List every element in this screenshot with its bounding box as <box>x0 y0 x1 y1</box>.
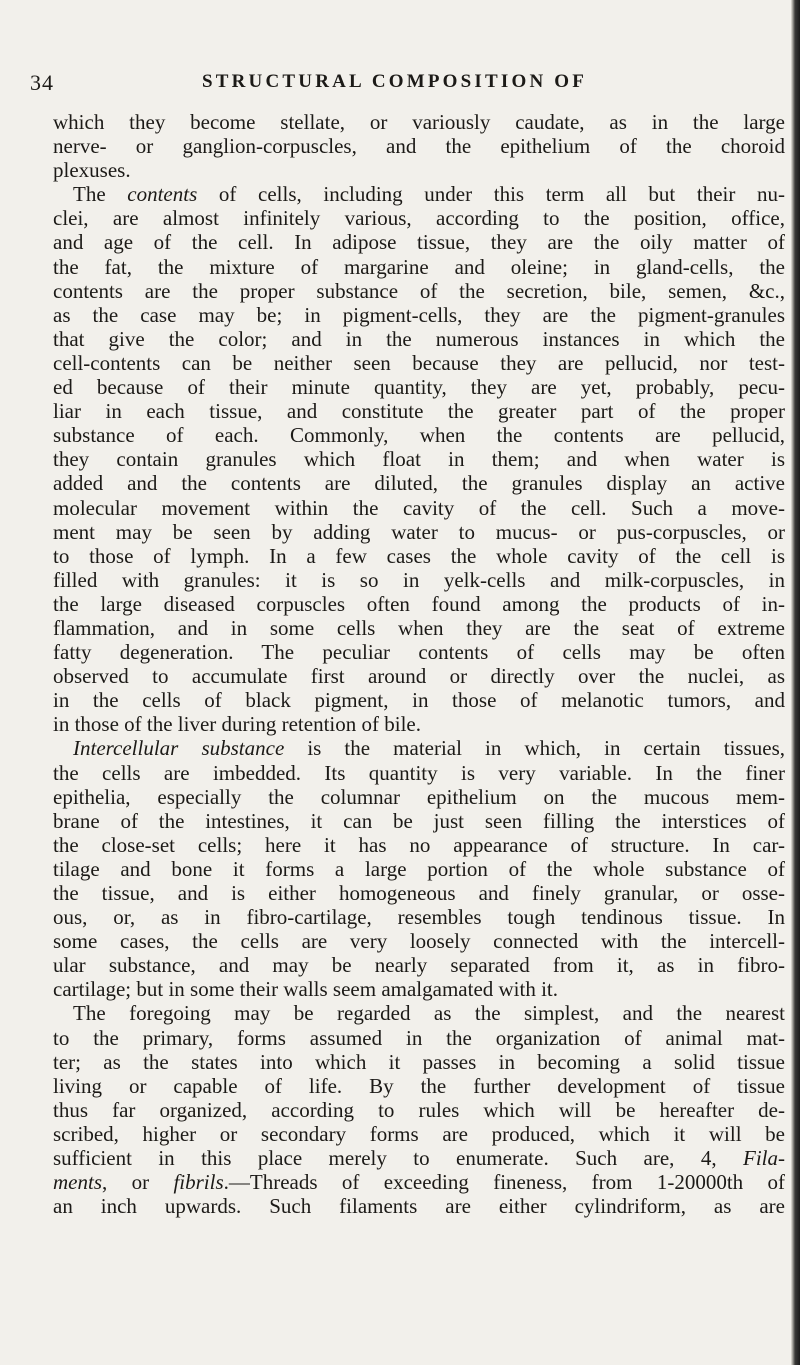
text-segment: .—Threads of exceeding fineness, from 1-20000th of <box>223 1170 786 1195</box>
text-line <box>53 303 785 327</box>
text-line <box>53 230 785 254</box>
text-segment: epithelia, especially the columnar epithelium on the mucous mem- <box>53 784 785 809</box>
text-line <box>53 905 785 929</box>
text-segment: the close-set cells; here it has no appearance of structure. In car- <box>53 832 785 857</box>
text-line <box>53 1050 785 1074</box>
text-line <box>53 423 785 447</box>
text-segment: scribed, higher or secondary forms are produced, which it will be <box>53 1121 785 1146</box>
text-segment: clei, are almost infinitely various, according to the position, office, <box>53 206 785 231</box>
text-segment: liar in each tissue, and constitute the greater part of the proper <box>53 399 785 424</box>
text-line <box>53 375 785 399</box>
text-line <box>53 1122 785 1146</box>
text-segment: they contain granules which float in them; and when water is <box>53 447 785 472</box>
text-line <box>53 1146 785 1170</box>
text-line <box>53 110 785 134</box>
text-line <box>53 688 785 712</box>
italic-term: contents <box>127 182 198 207</box>
body-text <box>53 110 785 1218</box>
text-segment: to those of lymph. In a few cases the whole cavity of the cell is <box>53 543 785 568</box>
text-segment: thus far organized, according to rules which will be hereafter de- <box>53 1097 785 1122</box>
text-segment: ous, or, as in fibro-cartilage, resembles tough tendinous tissue. In <box>53 905 785 930</box>
text-line <box>53 471 785 495</box>
text-segment: as the case may be; in pigment-cells, they are the pigment-granules <box>53 302 785 327</box>
text-segment: living or capable of life. By the further development of tissue <box>53 1073 785 1098</box>
text-line <box>53 447 785 471</box>
text-line <box>53 953 785 977</box>
running-head <box>30 70 760 100</box>
text-segment: ment may be seen by adding water to mucus- or pus-corpuscles, or <box>53 519 785 544</box>
text-line <box>53 977 785 1001</box>
text-segment: the large diseased corpuscles often found among the products of in- <box>53 591 785 616</box>
text-line <box>53 496 785 520</box>
text-segment: which they become stellate, or variously caudate, as in the large <box>53 110 785 134</box>
text-segment: an inch upwards. Such filaments are either cylindriform, as are <box>53 1194 785 1219</box>
text-segment: the cells are imbedded. Its quantity is very variable. In the finer <box>53 760 785 785</box>
text-line <box>53 809 785 833</box>
text-segment: in those of the liver during retention of bile. <box>53 712 421 737</box>
text-segment: cell-contents can be neither seen because they are pellucid, nor test- <box>53 350 785 375</box>
text-segment: the fat, the mixture of margarine and oleine; in gland-cells, the <box>53 254 785 279</box>
text-segment: sufficient in this place merely to enumerate. Such are, 4, <box>53 1146 743 1171</box>
text-segment: that give the color; and in the numerous instances in which the <box>53 326 785 351</box>
italic-term: fibrils <box>173 1170 224 1195</box>
text-segment: and age of the cell. In adipose tissue, they are the oily matter of <box>53 230 785 255</box>
text-segment: , or <box>102 1170 174 1195</box>
text-segment: fatty degeneration. The peculiar contents of cells may be often <box>53 640 785 665</box>
text-line <box>53 712 785 736</box>
text-segment: of cells, including under this term all but their nu- <box>197 182 785 207</box>
text-line <box>53 158 785 182</box>
text-line <box>53 544 785 568</box>
text-segment: the tissue, and is either homogeneous and finely granular, or osse- <box>53 881 785 905</box>
text-segment: brane of the intestines, it can be just seen filling the interstices of <box>53 808 785 833</box>
text-line <box>53 351 785 375</box>
text-line <box>53 833 785 857</box>
text-line <box>53 568 785 592</box>
text-segment: contents are the proper substance of the secretion, bile, semen, &c., <box>53 278 785 303</box>
text-line <box>53 134 785 158</box>
page-number: 34 <box>30 70 54 95</box>
text-segment: added and the contents are diluted, the granules display an active <box>53 471 785 496</box>
text-segment: is the material in which, in certain tissues, <box>284 736 785 761</box>
text-line <box>53 640 785 664</box>
text-segment: observed to accumulate first around or directly over the nuclei, as <box>53 664 785 689</box>
text-line <box>53 1194 785 1218</box>
text-segment: cartilage; but in some their walls seem amalgamated with it. <box>53 977 559 1002</box>
text-line <box>53 736 785 760</box>
text-line <box>53 520 785 544</box>
text-segment: molecular movement within the cavity of the cell. Such a move- <box>53 495 785 520</box>
text-line <box>53 255 785 279</box>
italic-term: Intercellular substance <box>73 736 285 761</box>
text-segment: plexuses. <box>53 158 131 183</box>
text-line <box>53 399 785 423</box>
text-line <box>53 327 785 351</box>
text-segment: The <box>73 182 128 207</box>
text-segment: ed because of their minute quantity, they are yet, probably, pecu- <box>53 375 785 400</box>
page-edge-shadow <box>791 0 800 1365</box>
text-segment: ular substance, and may be nearly separated from it, as in fibro- <box>53 953 785 978</box>
text-line <box>53 881 785 905</box>
text-line <box>53 592 785 616</box>
text-line <box>53 616 785 640</box>
text-segment: some cases, the cells are very loosely connected with the intercell- <box>53 929 785 954</box>
text-line <box>53 206 785 230</box>
text-segment: to the primary, forms assumed in the organization of animal mat- <box>53 1025 785 1050</box>
text-line <box>53 1098 785 1122</box>
text-line <box>53 1026 785 1050</box>
text-line <box>53 279 785 303</box>
text-line <box>53 761 785 785</box>
text-line <box>53 929 785 953</box>
text-line <box>53 1074 785 1098</box>
text-line <box>53 664 785 688</box>
text-line <box>53 785 785 809</box>
text-segment: tilage and bone it forms a large portion of the whole substance of <box>53 856 785 881</box>
running-title: STRUCTURAL COMPOSITION OF <box>202 71 588 92</box>
text-segment: ter; as the states into which it passes in becoming a solid tissue <box>53 1049 785 1074</box>
italic-term: ments <box>53 1170 102 1195</box>
text-segment: in the cells of black pigment, in those of melanotic tumors, and <box>53 688 785 713</box>
text-line <box>53 857 785 881</box>
text-segment: nerve- or ganglion-corpuscles, and the epithelium of the choroid <box>53 134 785 159</box>
text-segment: The foregoing may be regarded as the simplest, and the nearest <box>73 1001 785 1026</box>
text-line <box>53 1001 785 1025</box>
text-segment: flammation, and in some cells when they are the seat of extreme <box>53 615 785 640</box>
text-segment: filled with granules: it is so in yelk-cells and milk-corpuscles, in <box>53 567 785 592</box>
italic-term: Fila- <box>743 1146 785 1171</box>
text-line <box>53 1170 785 1194</box>
text-segment: substance of each. Commonly, when the contents are pellucid, <box>53 423 785 448</box>
text-line <box>53 182 785 206</box>
